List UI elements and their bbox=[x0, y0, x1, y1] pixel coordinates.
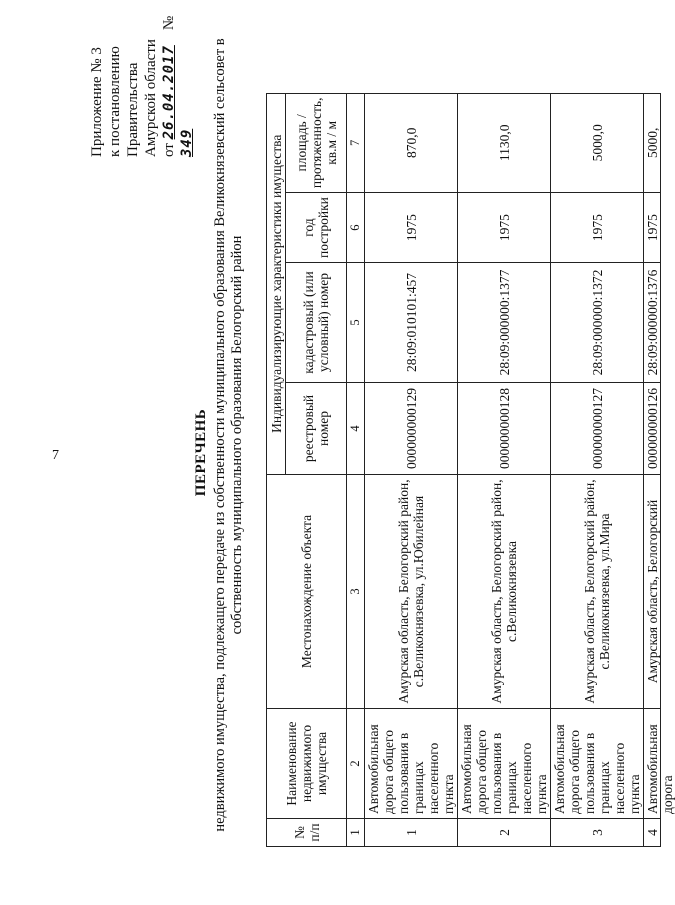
cell-year: 1975 bbox=[551, 193, 644, 263]
header-group: Индивидуализирующие характеристики имущества bbox=[267, 93, 286, 474]
cell-area: 870,0 bbox=[365, 93, 458, 193]
header-reg: реестровый номер bbox=[286, 383, 347, 475]
table-row bbox=[551, 93, 644, 846]
header-location: Местонахождение объекта bbox=[267, 475, 347, 709]
cell-num: 4 bbox=[645, 829, 660, 836]
cell-area: 5000,0 bbox=[551, 93, 644, 193]
cell-location: Амурская область, Белогорский район, с.Великокнязевка, ул.Мира bbox=[551, 475, 644, 709]
cell-reg: 000000000127 bbox=[551, 383, 644, 475]
table-row bbox=[458, 93, 551, 846]
date-prefix: от bbox=[161, 143, 177, 157]
cell-num: 1 bbox=[365, 819, 458, 847]
col-number: 6 bbox=[347, 193, 365, 263]
cell-cad: 28:09:010101:457 bbox=[365, 263, 458, 383]
header-num: № п/п bbox=[267, 819, 347, 847]
annex-line-2: к постановлению Правительства bbox=[107, 46, 141, 157]
cell-num: 2 bbox=[458, 819, 551, 847]
page-number: 7 bbox=[52, 448, 59, 463]
header-cad: кадастровый (или условный) номер bbox=[286, 263, 347, 383]
document-title: ПЕРЕЧЕНЬ bbox=[193, 408, 209, 497]
cell-cad: 28:09:000000:1377 bbox=[458, 263, 551, 383]
cell-name: Автомобильная дорога общего пользования в границах населенного пункта bbox=[551, 709, 644, 819]
cell-area: 5000, bbox=[645, 127, 660, 159]
header-name: Наименование недвижимого имущества bbox=[267, 709, 347, 819]
document-subtitle: недвижимого имущества, подлежащего передаче из собственности муниципального образования Великокнязевский сельсовет в собственность муниципального образования Белогорский район bbox=[212, 38, 245, 832]
cell-location: Амурская область, Белогорский район, с.Великокнязевка bbox=[458, 475, 551, 709]
col-number: 4 bbox=[347, 383, 365, 475]
col-number: 5 bbox=[347, 263, 365, 383]
annex-number: 349 bbox=[179, 128, 195, 157]
table-row bbox=[644, 93, 661, 846]
cell-reg: 000000000129 bbox=[365, 383, 458, 475]
annex-line-1: Приложение № 3 bbox=[89, 47, 105, 157]
col-number: 3 bbox=[347, 475, 365, 709]
cell-name: Автомобильная дорога общего пользования в границах населенного пункта bbox=[458, 709, 551, 819]
cell-year: 1975 bbox=[365, 193, 458, 263]
cell-name: Автомобильная дорога bbox=[645, 724, 675, 814]
header-year: год постройки bbox=[286, 193, 347, 263]
annex-block bbox=[88, 0, 196, 157]
annex-date: 26.04.2017 bbox=[161, 45, 177, 140]
number-prefix: № bbox=[161, 15, 177, 31]
header-area: площадь / протяженность, кв.м / м bbox=[286, 93, 347, 193]
cell-cad: 28:09:000000:1376 bbox=[645, 269, 660, 376]
col-number: 1 bbox=[347, 819, 365, 847]
cell-year: 1975 bbox=[645, 214, 660, 242]
table-row bbox=[365, 93, 458, 846]
cell-year: 1975 bbox=[458, 193, 551, 263]
cell-location: Амурская область, Белогорский bbox=[645, 499, 660, 684]
col-number: 7 bbox=[347, 93, 365, 193]
annex-date-line bbox=[160, 0, 196, 157]
cell-cad: 28:09:000000:1372 bbox=[551, 263, 644, 383]
annex-line-3: Амурской области bbox=[143, 39, 159, 157]
property-table bbox=[266, 93, 675, 847]
cell-name: Автомобильная дорога общего пользования в границах населенного пункта bbox=[365, 709, 458, 819]
cell-reg: 000000000128 bbox=[458, 383, 551, 475]
cell-area: 1130,0 bbox=[458, 93, 551, 193]
cell-reg: 000000000126 bbox=[645, 388, 660, 469]
cell-num: 3 bbox=[551, 819, 644, 847]
cell-location: Амурская область, Белогорский район, с.Великокнязевка, ул.Юбилейная bbox=[365, 475, 458, 709]
col-number: 2 bbox=[347, 709, 365, 819]
